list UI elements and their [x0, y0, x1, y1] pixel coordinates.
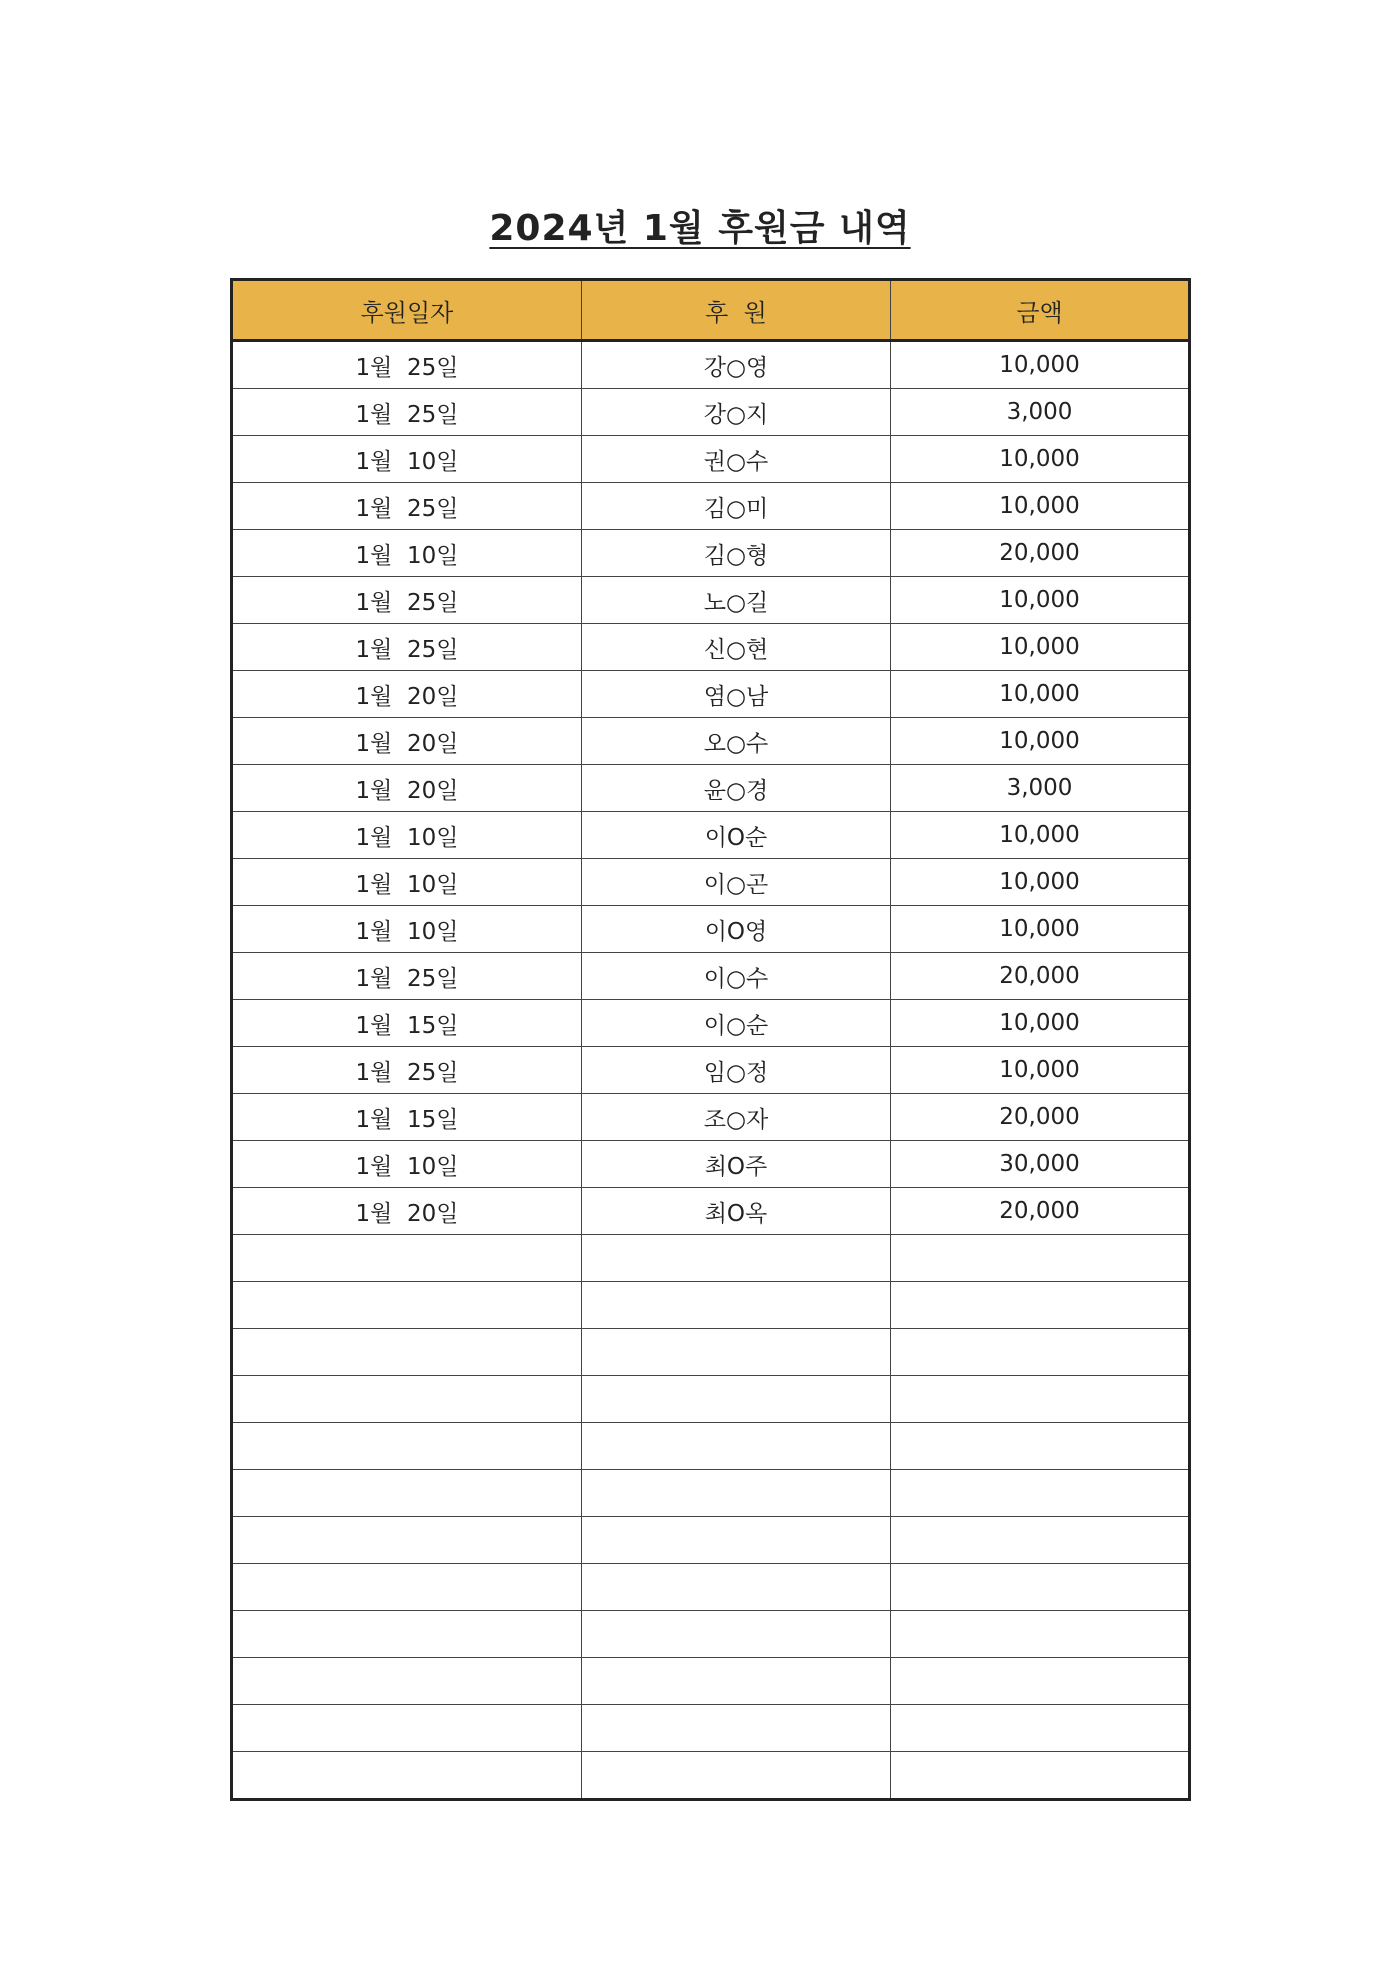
- header-date: 후원일자: [232, 280, 582, 341]
- table-row: [232, 1188, 1190, 1235]
- cell-donor: [582, 1329, 891, 1376]
- cell-donor: 신○현: [582, 624, 891, 671]
- cell-date: 1월 10일: [232, 812, 582, 859]
- cell-date: 1월 25일: [232, 624, 582, 671]
- donation-table: [230, 278, 1191, 1801]
- cell-donor: 임○정: [582, 1047, 891, 1094]
- cell-amount: [891, 1752, 1190, 1800]
- cell-amount: [891, 1235, 1190, 1282]
- cell-date: 1월 10일: [232, 906, 582, 953]
- table-row: [232, 812, 1190, 859]
- table-header: [232, 280, 1190, 341]
- cell-donor: 이○곤: [582, 859, 891, 906]
- cell-amount: 20,000: [891, 1188, 1190, 1235]
- cell-donor: 오○수: [582, 718, 891, 765]
- cell-amount: [891, 1517, 1190, 1564]
- cell-donor: 노○길: [582, 577, 891, 624]
- cell-donor: [582, 1752, 891, 1800]
- cell-amount: [891, 1658, 1190, 1705]
- header-row: [232, 280, 1190, 341]
- table-row: [232, 906, 1190, 953]
- cell-donor: [582, 1376, 891, 1423]
- cell-date: 1월 10일: [232, 859, 582, 906]
- table-row: [232, 1611, 1190, 1658]
- cell-date: [232, 1470, 582, 1517]
- cell-amount: 30,000: [891, 1141, 1190, 1188]
- cell-date: 1월 25일: [232, 1047, 582, 1094]
- table-row: [232, 1282, 1190, 1329]
- cell-date: [232, 1235, 582, 1282]
- table-row: [232, 1752, 1190, 1800]
- table-row: [232, 1094, 1190, 1141]
- cell-date: [232, 1423, 582, 1470]
- cell-date: 1월 20일: [232, 718, 582, 765]
- cell-amount: [891, 1564, 1190, 1611]
- cell-date: 1월 25일: [232, 389, 582, 436]
- table-row: [232, 1517, 1190, 1564]
- cell-date: [232, 1752, 582, 1800]
- page-title-text: 2024년 1월 후원금 내역: [489, 208, 911, 249]
- cell-donor: [582, 1705, 891, 1752]
- cell-amount: [891, 1376, 1190, 1423]
- cell-donor: [582, 1235, 891, 1282]
- cell-amount: 10,000: [891, 577, 1190, 624]
- cell-date: [232, 1564, 582, 1611]
- cell-amount: 10,000: [891, 1047, 1190, 1094]
- cell-amount: 20,000: [891, 530, 1190, 577]
- cell-donor: [582, 1517, 891, 1564]
- table-row: [232, 624, 1190, 671]
- cell-donor: [582, 1564, 891, 1611]
- cell-amount: 3,000: [891, 389, 1190, 436]
- cell-amount: [891, 1470, 1190, 1517]
- cell-amount: 10,000: [891, 718, 1190, 765]
- table-body: [232, 341, 1190, 1800]
- cell-date: 1월 10일: [232, 1141, 582, 1188]
- cell-amount: 3,000: [891, 765, 1190, 812]
- cell-amount: [891, 1611, 1190, 1658]
- cell-amount: 10,000: [891, 859, 1190, 906]
- cell-amount: 20,000: [891, 953, 1190, 1000]
- cell-donor: 이O순: [582, 812, 891, 859]
- cell-date: 1월 10일: [232, 436, 582, 483]
- cell-amount: [891, 1329, 1190, 1376]
- cell-donor: [582, 1658, 891, 1705]
- cell-donor: 최O옥: [582, 1188, 891, 1235]
- cell-amount: [891, 1423, 1190, 1470]
- table-row: [232, 1376, 1190, 1423]
- table-row: [232, 1423, 1190, 1470]
- cell-donor: [582, 1611, 891, 1658]
- cell-date: [232, 1705, 582, 1752]
- table-row: [232, 483, 1190, 530]
- table-row: [232, 1470, 1190, 1517]
- cell-donor: [582, 1282, 891, 1329]
- table-row: [232, 718, 1190, 765]
- cell-donor: 이○수: [582, 953, 891, 1000]
- table-row: [232, 341, 1190, 389]
- cell-donor: 강○영: [582, 341, 891, 389]
- table-row: [232, 1705, 1190, 1752]
- cell-donor: [582, 1423, 891, 1470]
- cell-amount: 10,000: [891, 483, 1190, 530]
- cell-date: 1월 20일: [232, 1188, 582, 1235]
- table-row: [232, 1141, 1190, 1188]
- cell-donor: 윤○경: [582, 765, 891, 812]
- cell-date: [232, 1517, 582, 1564]
- table-row: [232, 389, 1190, 436]
- table-row: [232, 1235, 1190, 1282]
- cell-date: [232, 1658, 582, 1705]
- header-amount: 금액: [891, 280, 1190, 341]
- cell-date: 1월 25일: [232, 341, 582, 389]
- cell-date: 1월 25일: [232, 953, 582, 1000]
- cell-date: 1월 20일: [232, 671, 582, 718]
- table-row: [232, 1658, 1190, 1705]
- cell-date: [232, 1282, 582, 1329]
- cell-amount: 10,000: [891, 624, 1190, 671]
- table-row: [232, 765, 1190, 812]
- cell-date: 1월 10일: [232, 530, 582, 577]
- cell-date: 1월 15일: [232, 1000, 582, 1047]
- cell-amount: [891, 1705, 1190, 1752]
- cell-donor: 염○남: [582, 671, 891, 718]
- cell-donor: 김○미: [582, 483, 891, 530]
- table-row: [232, 953, 1190, 1000]
- page-title: [0, 200, 1400, 251]
- cell-donor: 권○수: [582, 436, 891, 483]
- cell-donor: 김○형: [582, 530, 891, 577]
- cell-amount: 20,000: [891, 1094, 1190, 1141]
- table-row: [232, 577, 1190, 624]
- cell-amount: 10,000: [891, 812, 1190, 859]
- table-row: [232, 1047, 1190, 1094]
- table-row: [232, 859, 1190, 906]
- cell-date: [232, 1376, 582, 1423]
- table-row: [232, 1564, 1190, 1611]
- cell-donor: 최O주: [582, 1141, 891, 1188]
- cell-donor: 이○순: [582, 1000, 891, 1047]
- cell-amount: 10,000: [891, 436, 1190, 483]
- cell-date: 1월 25일: [232, 483, 582, 530]
- cell-date: 1월 15일: [232, 1094, 582, 1141]
- cell-date: 1월 20일: [232, 765, 582, 812]
- cell-amount: 10,000: [891, 1000, 1190, 1047]
- cell-amount: 10,000: [891, 906, 1190, 953]
- cell-date: 1월 25일: [232, 577, 582, 624]
- cell-donor: 조○자: [582, 1094, 891, 1141]
- cell-date: [232, 1329, 582, 1376]
- table-row: [232, 1000, 1190, 1047]
- cell-amount: 10,000: [891, 341, 1190, 389]
- cell-donor: 강○지: [582, 389, 891, 436]
- table-row: [232, 436, 1190, 483]
- cell-amount: [891, 1282, 1190, 1329]
- cell-date: [232, 1611, 582, 1658]
- cell-donor: 이O영: [582, 906, 891, 953]
- table-row: [232, 1329, 1190, 1376]
- table-row: [232, 530, 1190, 577]
- header-donor: 후 원: [582, 280, 891, 341]
- cell-amount: 10,000: [891, 671, 1190, 718]
- cell-donor: [582, 1470, 891, 1517]
- table-row: [232, 671, 1190, 718]
